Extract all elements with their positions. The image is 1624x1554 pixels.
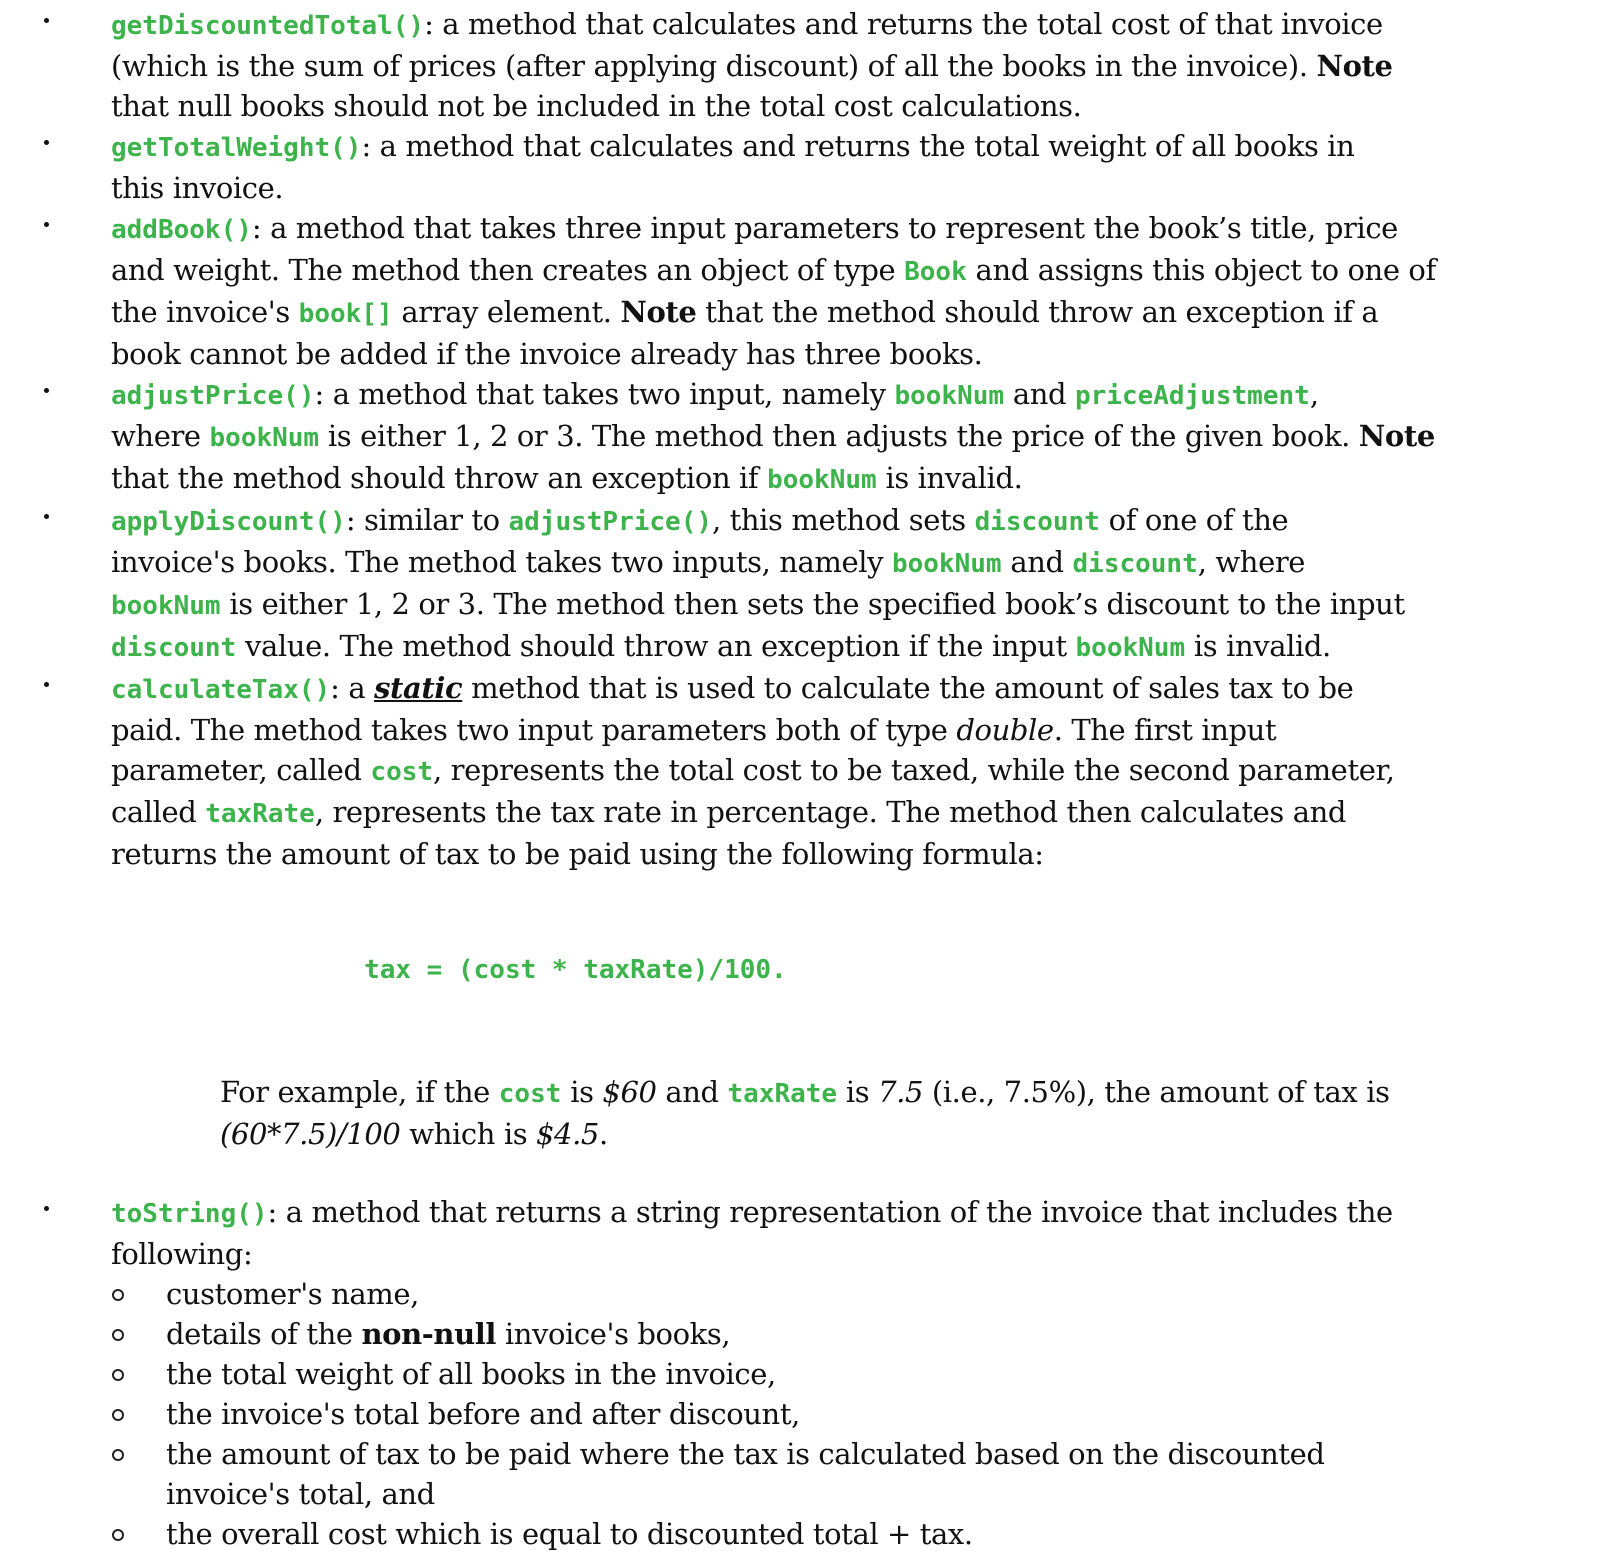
text-span: invoice's books, xyxy=(496,1317,731,1351)
text-span: . The first input xyxy=(1053,713,1277,747)
text-span: Note xyxy=(1358,419,1435,453)
text-line xyxy=(111,250,1451,292)
bullet-icon xyxy=(44,18,49,23)
code-identifier: priceAdjustment xyxy=(1075,381,1310,411)
text-span: non-null xyxy=(361,1317,497,1351)
text-span: is invalid. xyxy=(876,461,1023,495)
code-identifier: bookNum xyxy=(111,591,221,621)
text-span: method that is used to calculate the amount of sales tax to be xyxy=(462,671,1354,705)
method-description xyxy=(111,668,1451,874)
text-line xyxy=(220,1114,1624,1154)
sub-item-text xyxy=(166,1434,1506,1514)
text-span: $60 xyxy=(602,1075,657,1109)
text-line xyxy=(111,4,1451,46)
text-span: : a xyxy=(330,671,375,705)
text-span: that the method should throw an exception if xyxy=(111,461,768,495)
code-identifier: bookNum xyxy=(767,465,877,495)
text-span: 7.5 xyxy=(878,1075,924,1109)
method-item xyxy=(0,500,1624,668)
text-span: the overall cost which is equal to discounted total + tax. xyxy=(166,1517,973,1551)
method-item xyxy=(0,668,1624,874)
text-span: invoice's total, and xyxy=(166,1477,435,1511)
text-line xyxy=(111,668,1451,710)
text-line xyxy=(111,208,1451,250)
text-span: (60*7.5)/100 xyxy=(220,1117,401,1151)
text-line xyxy=(111,500,1451,542)
text-span: paid. The method takes two input parameters both of type xyxy=(111,713,957,747)
code-identifier: taxRate xyxy=(727,1079,838,1109)
code-identifier: addBook() xyxy=(111,215,252,245)
sub-list-item xyxy=(0,1514,1624,1554)
code-identifier: applyDiscount() xyxy=(111,507,346,537)
text-span: array element. xyxy=(392,295,621,329)
code-identifier: discount xyxy=(111,633,237,663)
code-identifier: getTotalWeight() xyxy=(111,133,362,163)
text-span: . xyxy=(598,1117,608,1151)
method-description xyxy=(111,374,1451,500)
sub-list-item xyxy=(0,1394,1624,1434)
text-span: is either 1, 2 or 3. The method then adjusts the price of the given book. xyxy=(319,419,1359,453)
text-span: that null books should not be included in the total cost calculations. xyxy=(111,89,1082,123)
text-span: following: xyxy=(111,1237,253,1271)
text-span: , represents the total cost to be taxed, while the second parameter, xyxy=(433,753,1395,787)
code-identifier: taxRate xyxy=(205,799,315,829)
sub-list-item xyxy=(0,1314,1624,1354)
hollow-bullet-icon xyxy=(112,1329,124,1341)
formula-code: tax = (cost * taxRate)/100. xyxy=(364,955,787,985)
text-line xyxy=(166,1274,1506,1314)
method-description xyxy=(111,4,1451,126)
text-span: , represents the tax rate in percentage. The method then calculates and xyxy=(314,795,1347,829)
text-line xyxy=(111,46,1451,86)
hollow-bullet-icon xyxy=(112,1409,124,1421)
text-line xyxy=(111,1234,1451,1274)
text-span: that the method should throw an exception if a xyxy=(696,295,1379,329)
text-line xyxy=(111,374,1451,416)
sub-list-item xyxy=(0,1354,1624,1394)
bullet-icon xyxy=(44,222,49,227)
sub-item-text xyxy=(166,1354,1506,1394)
text-span: invoice's books. The method takes two inputs, namely xyxy=(111,545,892,579)
text-span: , this method sets xyxy=(712,503,975,537)
text-span: value. The method should throw an exception if the input xyxy=(236,629,1076,663)
method-description xyxy=(111,126,1451,208)
text-span: and xyxy=(1004,377,1075,411)
tax-formula xyxy=(331,910,1624,1030)
text-line xyxy=(111,334,1451,374)
text-line xyxy=(111,458,1451,500)
text-span: called xyxy=(111,795,206,829)
method-item xyxy=(0,374,1624,500)
text-span: is either 1, 2 or 3. The method then sets the specified book’s discount to the input xyxy=(220,587,1405,621)
bullet-icon xyxy=(44,1206,49,1211)
code-identifier: bookNum xyxy=(1075,633,1186,663)
text-span: is xyxy=(561,1075,603,1109)
method-item xyxy=(0,208,1624,374)
text-span: : a method that takes two input, namely xyxy=(314,377,895,411)
code-identifier: cost xyxy=(498,1079,562,1109)
text-line xyxy=(111,710,1451,750)
text-span: : a method that calculates and returns the total cost of that invoice xyxy=(424,7,1383,41)
text-span: : a method that takes three input parameters to represent the book’s title, price xyxy=(251,211,1398,245)
code-identifier: getDiscountedTotal() xyxy=(111,11,425,41)
text-line xyxy=(166,1434,1506,1474)
tostring-section xyxy=(0,1192,1624,1554)
text-span: which is xyxy=(400,1117,536,1151)
text-line xyxy=(111,626,1451,668)
hollow-bullet-icon xyxy=(112,1449,124,1461)
text-span: the invoice's total before and after discount, xyxy=(166,1397,800,1431)
code-identifier: adjustPrice() xyxy=(508,507,713,537)
text-span: the total weight of all books in the invoice, xyxy=(166,1357,776,1391)
code-identifier: toString() xyxy=(111,1199,268,1229)
method-description xyxy=(111,500,1451,668)
text-span: and xyxy=(1001,545,1073,579)
text-line xyxy=(111,168,1451,208)
text-span: customer's name, xyxy=(166,1277,419,1311)
text-span: Note xyxy=(620,295,697,329)
code-identifier: discount xyxy=(1072,549,1198,579)
method-description xyxy=(111,1192,1451,1274)
text-line xyxy=(220,1072,1624,1114)
text-span: , xyxy=(1309,377,1319,411)
text-line xyxy=(166,1394,1506,1434)
text-span: returns the amount of tax to be paid using the following formula: xyxy=(111,837,1044,871)
text-span: and xyxy=(656,1075,728,1109)
text-span: the invoice's xyxy=(111,295,299,329)
text-span: $4.5 xyxy=(536,1117,599,1151)
text-line xyxy=(111,126,1451,168)
code-identifier: calculateTax() xyxy=(111,675,331,705)
hollow-bullet-icon xyxy=(112,1289,124,1301)
method-item xyxy=(0,1192,1624,1274)
sub-list-item xyxy=(0,1274,1624,1314)
sub-list-item xyxy=(0,1434,1624,1514)
text-line xyxy=(166,1354,1506,1394)
text-line xyxy=(111,1192,1451,1234)
text-span: , where xyxy=(1197,545,1306,579)
text-line xyxy=(166,1474,1506,1514)
text-span: For example, if the xyxy=(220,1075,499,1109)
text-line xyxy=(111,792,1451,834)
text-span: is invalid. xyxy=(1185,629,1331,663)
text-span: details of the xyxy=(166,1317,362,1351)
text-line xyxy=(111,584,1451,626)
sub-item-text xyxy=(166,1514,1506,1554)
bullet-icon xyxy=(44,388,49,393)
text-span: : similar to xyxy=(345,503,509,537)
text-span: (which is the sum of prices (after applying discount) of all the books in the invoice). xyxy=(111,49,1317,83)
code-identifier: discount xyxy=(974,507,1100,537)
bullet-icon xyxy=(44,682,49,687)
text-line xyxy=(111,542,1451,584)
text-span: book cannot be added if the invoice already has three books. xyxy=(111,337,983,371)
text-line xyxy=(111,86,1451,126)
sub-item-text xyxy=(166,1314,1506,1354)
code-identifier: Book xyxy=(904,257,967,287)
text-line xyxy=(111,834,1451,874)
text-span: static xyxy=(374,671,463,705)
text-span: of one of the xyxy=(1099,503,1289,537)
method-item xyxy=(0,4,1624,126)
text-span: Note xyxy=(1316,49,1393,83)
code-identifier: book[] xyxy=(298,299,393,329)
text-line xyxy=(111,416,1451,458)
method-description xyxy=(111,208,1451,374)
text-span: the amount of tax to be paid where the tax is calculated based on the discounted xyxy=(166,1437,1325,1471)
tax-example xyxy=(220,1072,1624,1154)
text-span: and assigns this object to one of xyxy=(966,253,1436,287)
code-identifier: cost xyxy=(370,757,434,787)
text-span: double xyxy=(956,713,1054,747)
text-span: is xyxy=(837,1075,879,1109)
code-identifier: bookNum xyxy=(891,549,1002,579)
text-span: and weight. The method then creates an object of type xyxy=(111,253,905,287)
text-line xyxy=(111,750,1451,792)
text-line xyxy=(166,1314,1506,1354)
text-span: this invoice. xyxy=(111,171,284,205)
text-line xyxy=(166,1514,1506,1554)
text-line xyxy=(111,292,1451,334)
sub-item-text xyxy=(166,1274,1506,1314)
bullet-icon xyxy=(44,514,49,519)
code-identifier: bookNum xyxy=(209,423,320,453)
text-span: where xyxy=(111,419,210,453)
code-identifier: adjustPrice() xyxy=(111,381,315,411)
hollow-bullet-icon xyxy=(112,1369,124,1381)
bullet-icon xyxy=(44,140,49,145)
text-span: : a method that returns a string representation of the invoice that includes the xyxy=(267,1195,1393,1229)
text-span: : a method that calculates and returns the total weight of all books in xyxy=(361,129,1355,163)
hollow-bullet-icon xyxy=(112,1529,124,1541)
method-item xyxy=(0,126,1624,208)
sub-item-text xyxy=(166,1394,1506,1434)
text-span: (i.e., 7.5%), the amount of tax is xyxy=(923,1075,1390,1109)
code-identifier: bookNum xyxy=(894,381,1005,411)
text-span: parameter, called xyxy=(111,753,371,787)
